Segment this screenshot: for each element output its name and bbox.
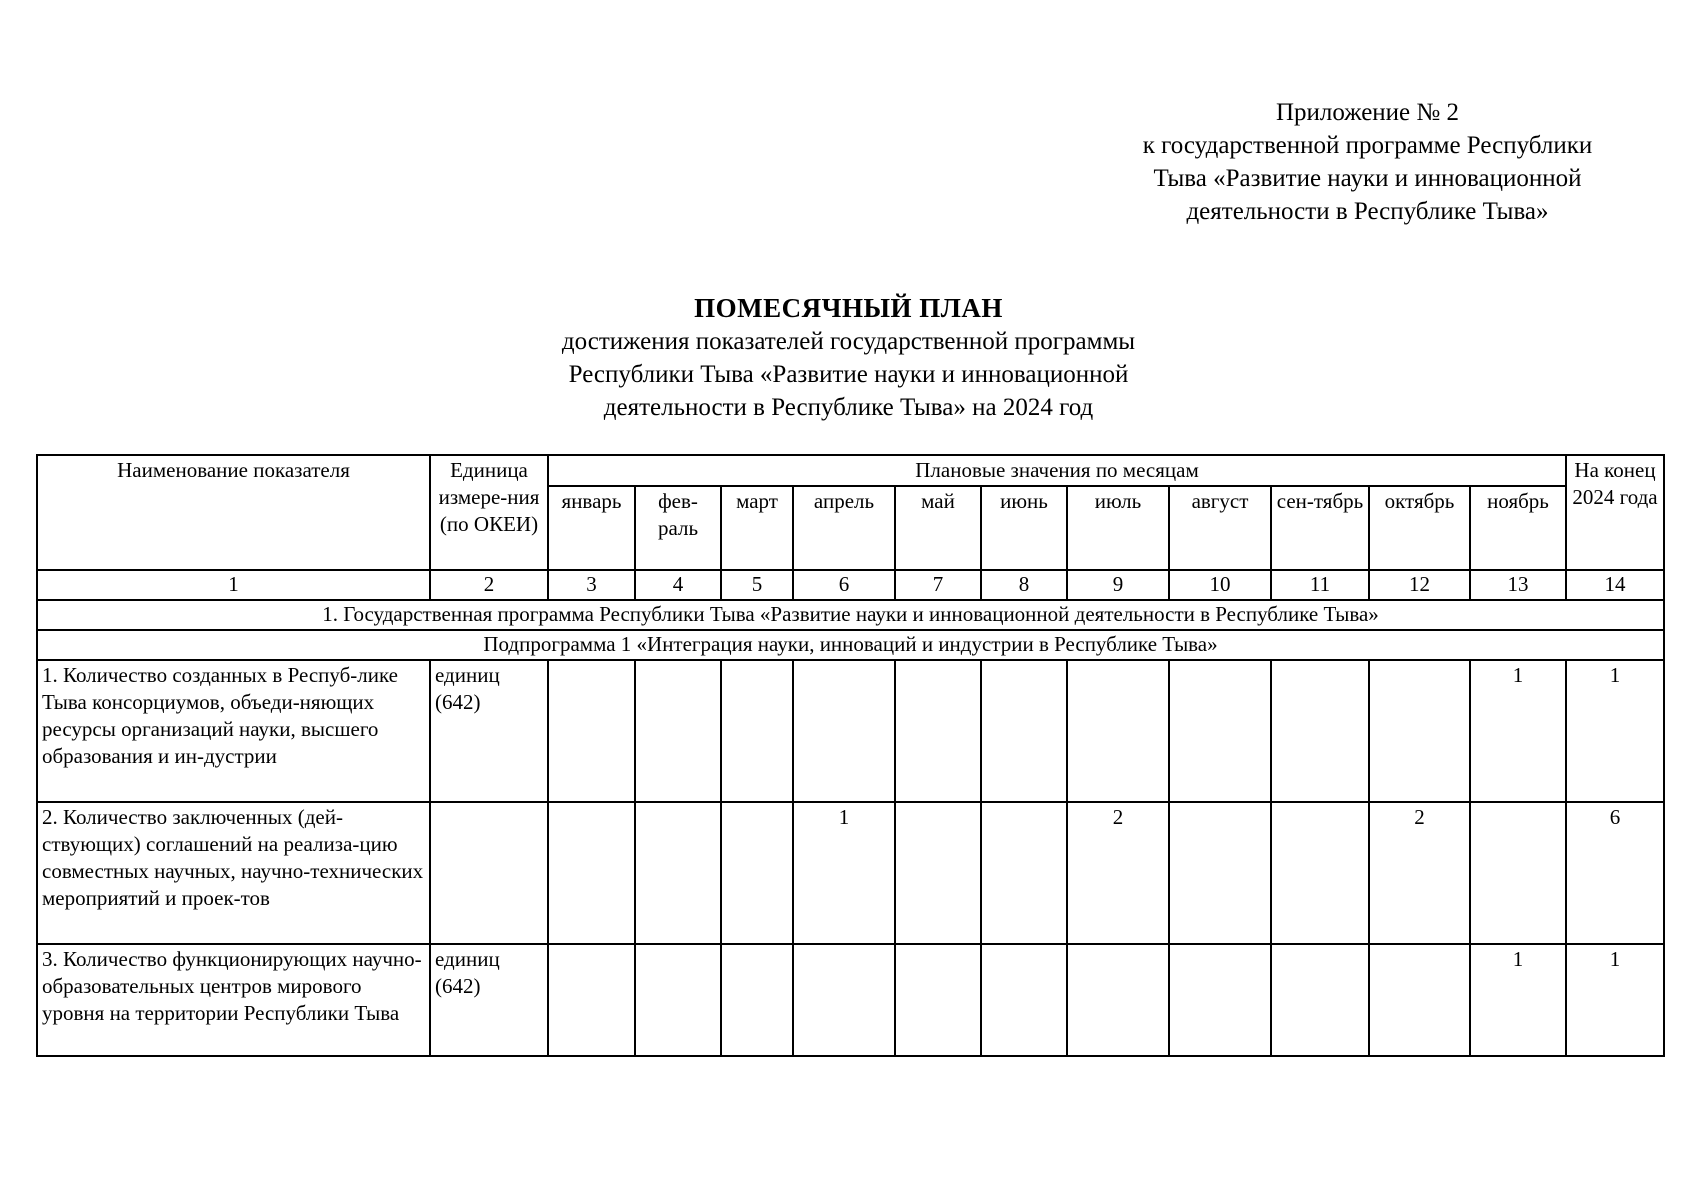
month-value [1169, 660, 1271, 802]
month-value [793, 660, 895, 802]
table-row [37, 660, 1664, 802]
month-header: май [895, 486, 981, 570]
month-value [1067, 944, 1169, 1056]
subprogram-title: Подпрограмма 1 «Интеграция науки, инноваций и индустрии в Республике Тыва» [37, 630, 1664, 660]
month-value [1169, 802, 1271, 944]
month-value: 2 [1369, 802, 1470, 944]
month-header: фев-раль [635, 486, 721, 570]
page-title: ПОМЕСЯЧНЫЙ ПЛАН [694, 293, 1003, 323]
title-line: достижения показателей государственной программы [561, 328, 1136, 355]
total-value: 1 [1566, 660, 1664, 802]
appendix-line: Приложение № 2 [1275, 99, 1460, 126]
month-value [635, 944, 721, 1056]
header-total-cell: На конец 2024 года [1566, 455, 1664, 570]
month-value [1271, 660, 1369, 802]
month-value [1369, 944, 1470, 1056]
document-title [0, 292, 1697, 424]
column-number: 9 [1067, 570, 1169, 600]
header-name-cell: Наименование показателя [37, 455, 430, 570]
column-number: 2 [430, 570, 548, 600]
column-number: 11 [1271, 570, 1369, 600]
title-line: Республики Тыва «Развитие науки и инновационной [568, 361, 1129, 388]
month-value [1271, 944, 1369, 1056]
column-number: 1 [37, 570, 430, 600]
month-value [548, 660, 635, 802]
indicator-name: 1. Количество созданных в Респуб-лике Тыва консорциумов, объеди-няющих ресурсы организаций науки, высшего образования и ин-дустрии [37, 660, 430, 802]
month-header: октябрь [1369, 486, 1470, 570]
month-value [981, 944, 1067, 1056]
column-number: 14 [1566, 570, 1664, 600]
indicator-unit: единиц (642) [430, 944, 548, 1056]
program-title: 1. Государственная программа Республики Тыва «Развитие науки и инновационной деятельности в Республике Тыва» [37, 600, 1664, 630]
program-row [37, 600, 1664, 630]
table-row [37, 802, 1664, 944]
month-value [635, 660, 721, 802]
header-months-group: Плановые значения по месяцам [548, 455, 1566, 486]
column-number: 5 [721, 570, 793, 600]
month-value: 1 [793, 802, 895, 944]
month-header: март [721, 486, 793, 570]
month-value [981, 802, 1067, 944]
column-number: 12 [1369, 570, 1470, 600]
total-value: 6 [1566, 802, 1664, 944]
month-value: 1 [1470, 944, 1566, 1056]
total-value: 1 [1566, 944, 1664, 1056]
month-value [1369, 660, 1470, 802]
month-value [895, 660, 981, 802]
column-number: 13 [1470, 570, 1566, 600]
header-row-top [37, 455, 1664, 486]
month-value [1470, 802, 1566, 944]
month-value: 1 [1470, 660, 1566, 802]
appendix-header [1080, 96, 1655, 228]
header-unit-cell: Единица измере-ния (по ОКЕИ) [430, 455, 548, 570]
indicator-name: 3. Количество функционирующих научно-образовательных центров мирового уровня на территории Республики Тыва [37, 944, 430, 1056]
month-header: сен-тябрь [1271, 486, 1369, 570]
appendix-line: Тыва «Развитие науки и инновационной [1153, 165, 1582, 192]
column-number: 6 [793, 570, 895, 600]
month-value [895, 802, 981, 944]
month-header: июнь [981, 486, 1067, 570]
month-value [1271, 802, 1369, 944]
month-value [793, 944, 895, 1056]
month-header: август [1169, 486, 1271, 570]
month-value [1067, 660, 1169, 802]
table-row [37, 944, 1664, 1056]
column-number: 10 [1169, 570, 1271, 600]
title-line: деятельности в Республике Тыва» на 2024 год [603, 394, 1094, 421]
month-value [548, 802, 635, 944]
month-value [1169, 944, 1271, 1056]
indicator-name: 2. Количество заключенных (дей-ствующих) соглашений на реализа-цию совместных научных, научно-технических мероприятий и проек-тов [37, 802, 430, 944]
month-value [721, 944, 793, 1056]
column-number-row [37, 570, 1664, 600]
indicator-unit [430, 802, 548, 944]
appendix-line: деятельности в Республике Тыва» [1186, 198, 1549, 225]
month-header: июль [1067, 486, 1169, 570]
column-number: 4 [635, 570, 721, 600]
month-value [721, 660, 793, 802]
month-value [548, 944, 635, 1056]
column-number: 8 [981, 570, 1067, 600]
column-number: 3 [548, 570, 635, 600]
monthly-plan-table [36, 454, 1665, 1057]
month-header: апрель [793, 486, 895, 570]
subprogram-row [37, 630, 1664, 660]
month-value [635, 802, 721, 944]
month-value [721, 802, 793, 944]
indicator-unit: единиц (642) [430, 660, 548, 802]
month-header: ноябрь [1470, 486, 1566, 570]
month-header: январь [548, 486, 635, 570]
column-number: 7 [895, 570, 981, 600]
month-value [895, 944, 981, 1056]
month-value [981, 660, 1067, 802]
month-value: 2 [1067, 802, 1169, 944]
appendix-line: к государственной программе Республики [1142, 132, 1593, 159]
